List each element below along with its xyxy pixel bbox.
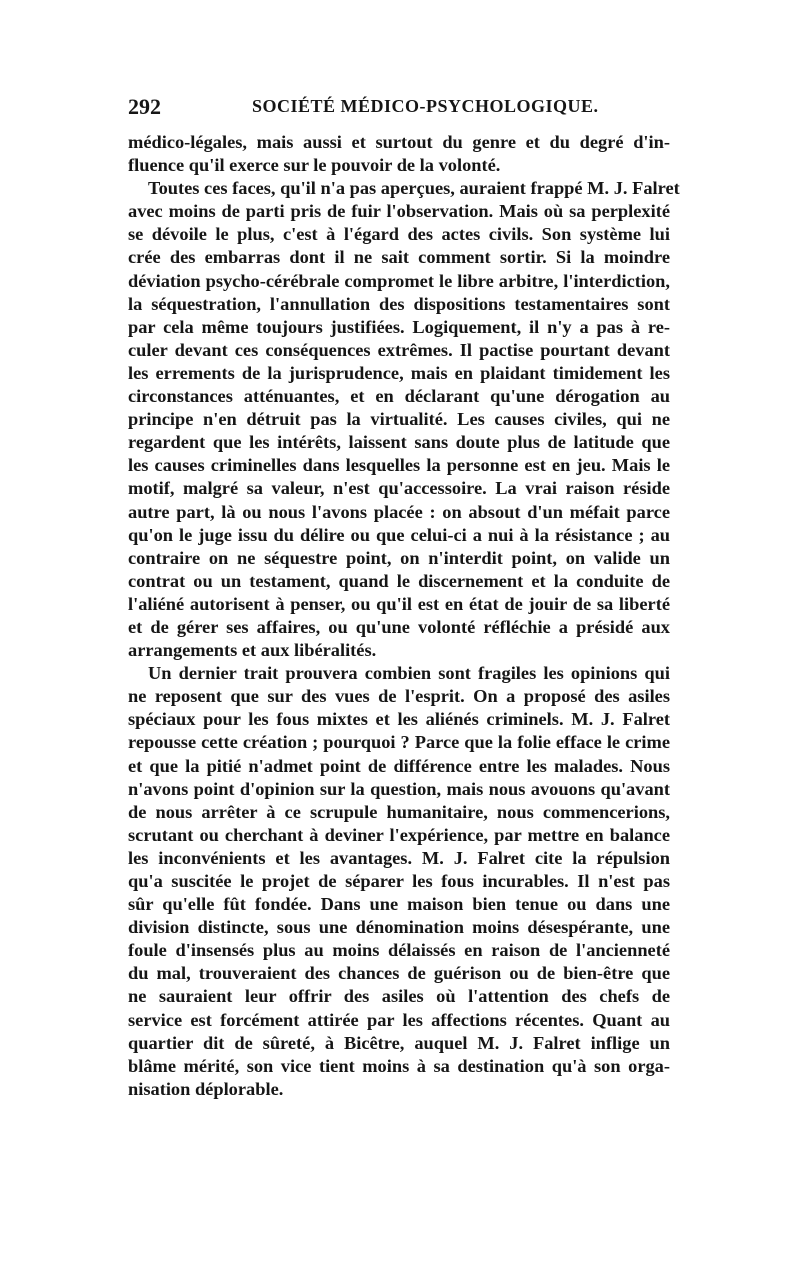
text-line: par cela même toujours justifiées. Logiquement, il n'y a pas à re-	[128, 316, 670, 337]
text-line: Un dernier trait prouvera combien sont fragiles les opinions qui	[148, 663, 670, 684]
text-line: regardent que les intérêts, laissent sans doute plus de latitude que	[128, 432, 670, 453]
text-line: scrutant ou cherchant à deviner l'expérience, par mettre en balance	[128, 824, 670, 845]
text-line: arrangements et aux libéralités.	[128, 640, 377, 661]
text-line: qu'on le juge issu du délire ou que celui-ci a nui à la résistance ; au	[128, 524, 670, 545]
text-line: culer devant ces conséquences extrêmes. Il pactise pourtant devant	[128, 339, 670, 360]
text-line: ne sauraient leur offrir des asiles où l'attention des chefs de	[128, 986, 670, 1007]
text-line: les inconvénients et les avantages. M. J. Falret cite la répulsion	[128, 847, 670, 868]
text-line: qu'a suscitée le projet de séparer les fous incurables. Il n'est pas	[128, 871, 670, 891]
text-line: nisation déplorable.	[128, 1078, 284, 1099]
text-line: la séquestration, l'annullation des dispositions testamentaires sont	[128, 293, 670, 314]
text-line: spéciaux pour les fous mixtes et les aliénés criminels. M. J. Falret	[128, 709, 670, 730]
text-line: principe n'en détruit pas la virtualité. Les causes civiles, qui ne	[128, 409, 670, 430]
text-line: avec moins de parti pris de fuir l'observation. Mais où sa perplexité	[128, 201, 670, 222]
text-line: crée des embarras dont il ne sait comment sortir. Si la moindre	[128, 247, 670, 268]
text-line: fluence qu'il exerce sur le pouvoir de la volonté.	[128, 155, 501, 176]
text-line: repousse cette création ; pourquoi ? Parce que la folie efface le crime	[128, 732, 670, 753]
text-line: du mal, trouveraient des chances de guérison ou de bien-être que	[128, 963, 670, 984]
page-header	[128, 94, 670, 124]
page-number: 292	[128, 94, 161, 119]
text-line: autre part, là ou nous l'avons placée : on absout d'un méfait parce	[128, 501, 670, 522]
text-line: et que la pitié n'admet point de différence entre les malades. Nous	[128, 755, 670, 776]
text-line: foule d'insensés plus au moins délaissés en raison de l'ancienneté	[128, 940, 670, 961]
text-line: service est forcément attirée par les affections récentes. Quant au	[128, 1009, 670, 1030]
text-line: déviation psycho-cérébrale compromet le libre arbitre, l'interdiction,	[128, 270, 670, 291]
text-line: quartier dit de sûreté, à Bicêtre, auquel M. J. Falret inflige un	[128, 1032, 670, 1053]
text-line: les causes criminelles dans lesquelles la personne est en jeu. Mais le	[128, 455, 670, 476]
text-line: contrat ou un testament, quand le discernement et la conduite de	[128, 570, 670, 591]
text-line: les errements de la jurisprudence, mais en plaidant timidement les	[128, 362, 670, 383]
text-line: sûr qu'elle fût fondée. Dans une maison bien tenue ou dans une	[128, 894, 670, 915]
text-line: blâme mérité, son vice tient moins à sa destination qu'à son orga-	[128, 1055, 670, 1076]
running-title: SOCIÉTÉ MÉDICO-PSYCHOLOGIQUE.	[252, 96, 599, 116]
body-text	[128, 131, 680, 1101]
text-line: circonstances atténuantes, et en déclarant qu'une dérogation au	[128, 386, 670, 407]
text-line: Toutes ces faces, qu'il n'a pas aperçues, auraient frappé M. J. Falret	[148, 178, 680, 199]
text-line: n'avons point d'opinion sur la question, mais nous avouons qu'avant	[128, 778, 670, 799]
text-line: et de gérer ses affaires, ou qu'une volonté réfléchie a présidé aux	[128, 616, 670, 637]
text-line: motif, malgré sa valeur, n'est qu'accessoire. La vrai raison réside	[128, 478, 670, 499]
text-line: contraire on ne séquestre point, on n'interdit point, on valide un	[128, 547, 670, 568]
text-line: division distincte, sous une dénomination moins désespérante, une	[128, 917, 670, 938]
text-line: se dévoile le plus, c'est à l'égard des actes civils. Son système lui	[128, 224, 670, 245]
text-line: médico-légales, mais aussi et surtout du genre et du degré d'in-	[128, 132, 670, 152]
text-line: l'aliéné autorisent à penser, ou qu'il est en état de jouir de sa liberté	[128, 593, 670, 614]
text-line: ne reposent que sur des vues de l'esprit. On a proposé des asiles	[128, 686, 670, 707]
text-line: de nous arrêter à ce scrupule humanitaire, nous commencerions,	[128, 801, 670, 822]
